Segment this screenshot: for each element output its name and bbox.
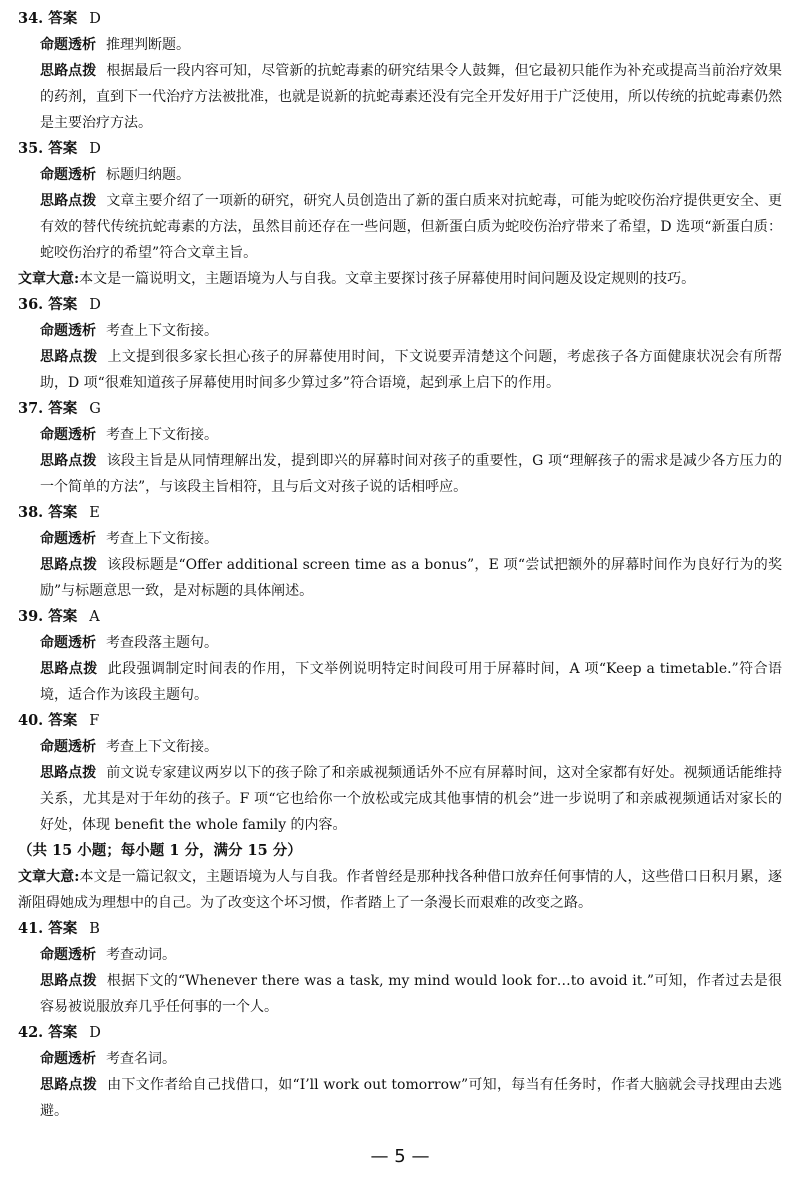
summary-label: 文章大意: <box>18 869 80 885</box>
answer-label: 答案 <box>48 504 78 521</box>
insight-text: 考查上下文衔接。 <box>106 531 218 547</box>
insight-label: 命题透析 <box>40 531 96 547</box>
answer-label: 答案 <box>48 920 78 937</box>
hint-label: 思路点拨 <box>40 1077 98 1093</box>
insight-label: 命题透析 <box>40 739 96 755</box>
question-35 <box>18 136 782 266</box>
answer-label: 答案 <box>48 296 78 313</box>
hint-label: 思路点拨 <box>40 63 97 79</box>
question-number: 42. <box>18 1024 44 1041</box>
hint-label: 思路点拨 <box>40 349 98 365</box>
answer-label: 答案 <box>48 10 78 27</box>
answer-label: 答案 <box>48 608 78 625</box>
hint-text: 文章主要介绍了一项新的研究，研究人员创造出了新的蛋白质来对抗蛇毒，可能为蛇咬伤治疗提供更安全、更有效的替代传统抗蛇毒素的方法，虽然目前还存在一些问题，但新蛋白质为蛇咬伤治疗带来了希望，D 选项“新蛋白质：蛇咬伤治疗的希望”符合文章主旨。 <box>40 193 783 261</box>
question-number: 36. <box>18 296 44 313</box>
hint-label: 思路点拨 <box>40 661 98 677</box>
question-number: 40. <box>18 712 44 729</box>
answer-value: B <box>89 921 100 937</box>
question-41 <box>18 916 782 1020</box>
section-scoring-note: （共 15 小题；每小题 1 分，满分 15 分） <box>18 842 302 859</box>
answer-value: A <box>89 609 100 625</box>
insight-label: 命题透析 <box>40 427 96 443</box>
hint-label: 思路点拨 <box>40 557 98 573</box>
hint-text: 由下文作者给自己找借口，如“I’ll work out tomorrow”可知，每当有任务时，作者大脑就会寻找理由去逃避。 <box>40 1077 782 1119</box>
hint-label: 思路点拨 <box>40 453 97 469</box>
insight-label: 命题透析 <box>40 323 96 339</box>
insight-label: 命题透析 <box>40 947 96 963</box>
hint-text: 前文说专家建议两岁以下的孩子除了和亲戚视频通话外不应有屏幕时间，这对全家都有好处。视频通话能维持关系，尤其是对于年幼的孩子。F 项“它也给你一个放松或完成其他事情的机会”进一步说明了和亲戚视频通话对家长的好处，体现 benefit the whole family 的内容。 <box>40 765 783 833</box>
answer-value: D <box>89 297 101 313</box>
hint-label: 思路点拨 <box>40 193 97 209</box>
question-37 <box>18 396 782 500</box>
question-number: 39. <box>18 608 44 625</box>
question-number: 35. <box>18 140 44 157</box>
insight-label: 命题透析 <box>40 37 96 53</box>
question-number: 41. <box>18 920 44 937</box>
answer-value: D <box>89 141 101 157</box>
answer-label: 答案 <box>48 1024 78 1041</box>
hint-text: 上文提到很多家长担心孩子的屏幕使用时间，下文说要弄清楚这个问题，考虑孩子各方面健康状况会有所帮助，D 项“很难知道孩子屏幕使用时间多少算过多”符合语境，起到承上启下的作用。 <box>40 349 783 391</box>
hint-text: 此段强调制定时间表的作用，下文举例说明特定时间段可用于屏幕时间，A 项“Keep a timetable.”符合语境，适合作为该段主题句。 <box>40 661 783 703</box>
question-40 <box>18 708 782 838</box>
answer-value: E <box>89 505 100 521</box>
insight-text: 考查段落主题句。 <box>106 635 218 651</box>
question-38 <box>18 500 782 604</box>
insight-text: 考查动词。 <box>106 947 176 963</box>
hint-text: 该段标题是“Offer additional screen time as a bonus”，E 项“尝试把额外的屏幕时间作为良好行为的奖励”与标题意思一致，是对标题的具体阐述。 <box>40 557 783 599</box>
summary-text: 本文是一篇记叙文，主题语境为人与自我。作者曾经是那种找各种借口放弃任何事情的人，这些借口日积月累，逐渐阻碍她成为理想中的自己。为了改变这个坏习惯，作者踏上了一条漫长而艰难的改变之路。 <box>18 869 783 911</box>
insight-label: 命题透析 <box>40 167 96 183</box>
answer-label: 答案 <box>48 140 78 157</box>
answer-label: 答案 <box>48 712 78 729</box>
insight-text: 标题归纳题。 <box>106 167 190 183</box>
question-34 <box>18 6 782 136</box>
insight-label: 命题透析 <box>40 1051 96 1067</box>
insight-text: 推理判断题。 <box>106 37 190 53</box>
question-42 <box>18 1020 782 1124</box>
question-36 <box>18 292 782 396</box>
hint-label: 思路点拨 <box>40 973 97 989</box>
hint-text: 该段主旨是从同情理解出发，提到即兴的屏幕时间对孩子的重要性，G 项“理解孩子的需求是减少各方压力的一个简单的方法”，与该段主旨相符，且与后文对孩子说的话相呼应。 <box>40 453 783 495</box>
answer-value: D <box>89 1025 101 1041</box>
insight-text: 考查名词。 <box>106 1051 176 1067</box>
question-number: 34. <box>18 10 44 27</box>
question-number: 37. <box>18 400 44 417</box>
summary-text: 本文是一篇说明文，主题语境为人与自我。文章主要探讨孩子屏幕使用时间问题及设定规则的技巧。 <box>79 271 696 287</box>
hint-text: 根据最后一段内容可知，尽管新的抗蛇毒素的研究结果令人鼓舞，但它最初只能作为补充或提高当前治疗效果的药剂，直到下一代治疗方法被批准，也就是说新的抗蛇毒素还没有完全开发好用于广泛使用，所以传统的抗蛇毒素仍然是主要治疗方法。 <box>40 63 783 131</box>
insight-text: 考查上下文衔接。 <box>106 739 218 755</box>
answer-value: D <box>89 11 101 27</box>
summary-label: 文章大意: <box>18 271 80 287</box>
answer-value: F <box>89 713 100 729</box>
page-number: — 5 — <box>370 1146 430 1167</box>
insight-label: 命题透析 <box>40 635 96 651</box>
article-summary <box>18 266 782 292</box>
question-39 <box>18 604 782 708</box>
article-summary <box>18 864 782 916</box>
insight-text: 考查上下文衔接。 <box>106 427 218 443</box>
insight-text: 考查上下文衔接。 <box>106 323 218 339</box>
hint-label: 思路点拨 <box>40 765 97 781</box>
answer-label: 答案 <box>48 400 78 417</box>
answer-value: G <box>89 401 101 417</box>
hint-text: 根据下文的“Whenever there was a task, my mind would look for…to avoid it.”可知，作者过去是很容易被说服放弃几乎任何事的一个人。 <box>40 973 782 1015</box>
question-number: 38. <box>18 504 44 521</box>
